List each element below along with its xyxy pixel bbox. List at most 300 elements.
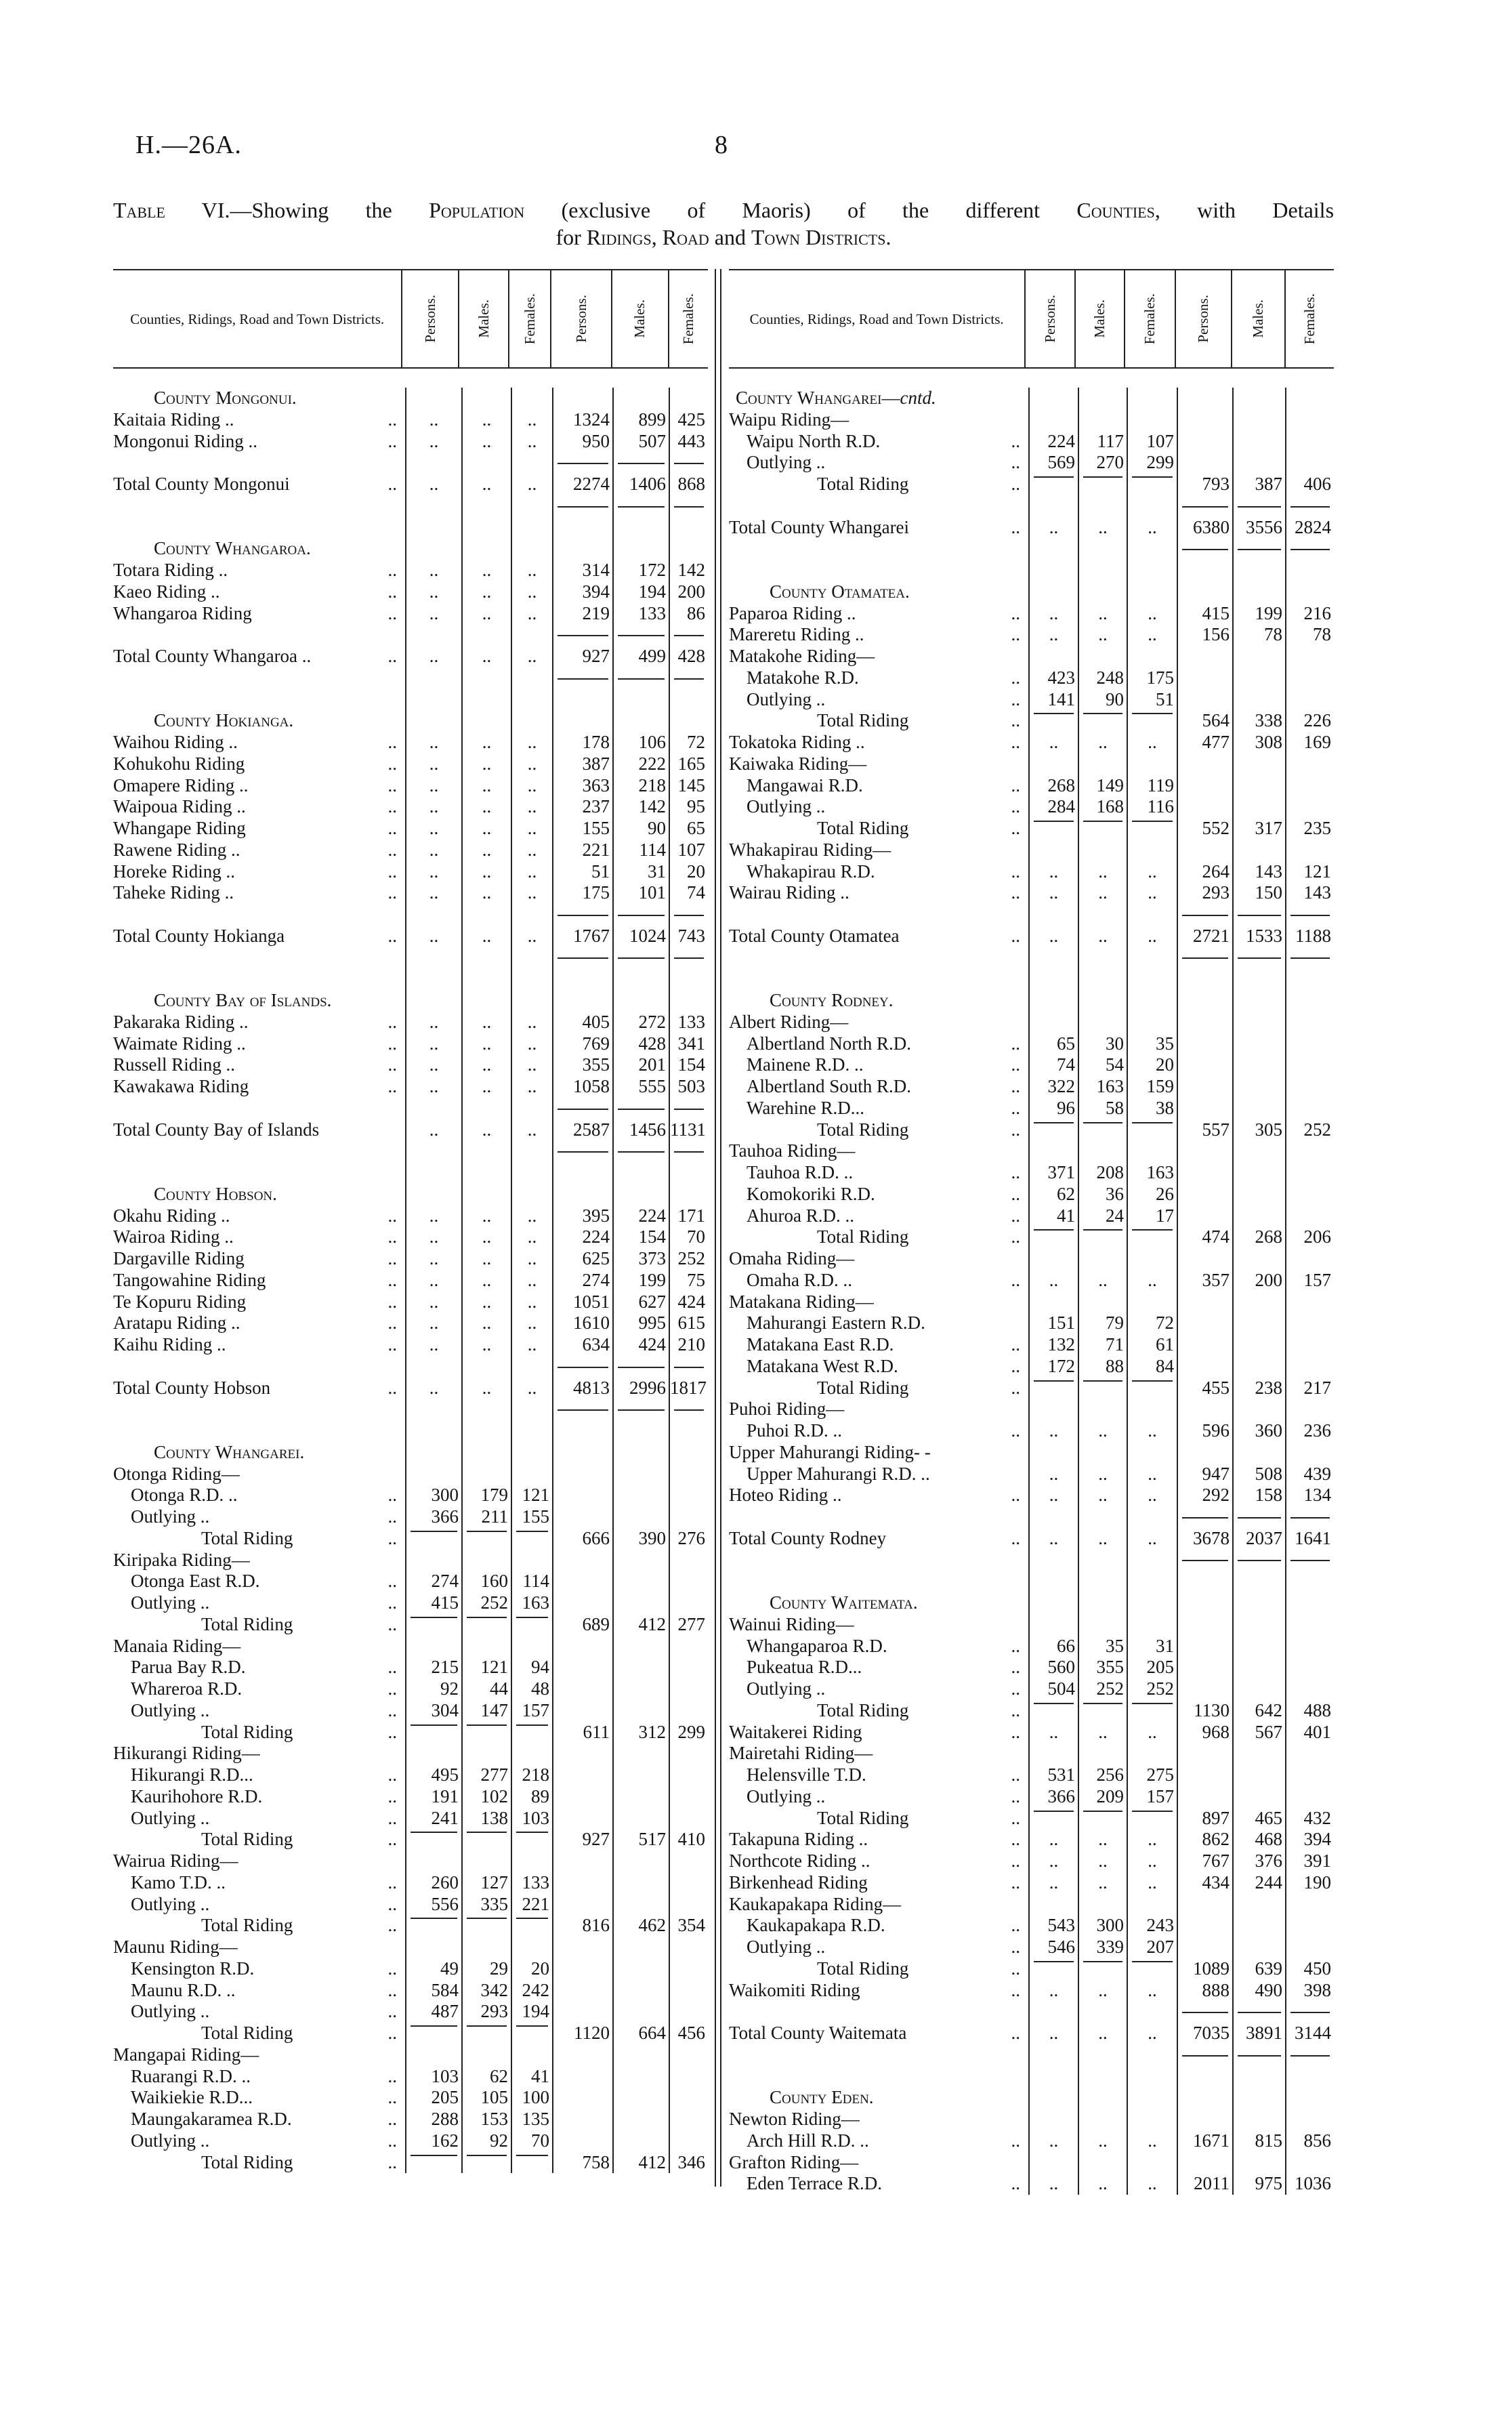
detail-males-cell: .. <box>461 1226 511 1248</box>
leader-dots: .. <box>387 2023 397 2043</box>
detail-males-cell: .. <box>461 796 511 818</box>
district-row <box>729 1270 1334 1292</box>
detail-females-cell: .. <box>511 1012 552 1033</box>
total-males-cell: 224 <box>612 1205 669 1227</box>
detail-persons-cell: 66 <box>1028 1636 1078 1657</box>
detail-persons-cell: 224 <box>1028 431 1078 453</box>
total-males-cell <box>1232 1098 1285 1119</box>
total-persons-cell <box>1177 1915 1232 1937</box>
detail-persons-cell <box>405 667 461 689</box>
total-males-cell: 244 <box>1232 1872 1285 1894</box>
row-label-cell <box>729 1205 1028 1227</box>
total-males-cell <box>1232 947 1285 969</box>
row-label-cell <box>113 1722 405 1743</box>
total-persons-cell <box>552 1851 612 1872</box>
total-persons-cell: 596 <box>1177 1420 1232 1442</box>
row-label-cell <box>113 1851 405 1872</box>
row-label-cell <box>729 1313 1028 1334</box>
district-row <box>729 667 1334 689</box>
total-males-cell <box>1232 1054 1285 1076</box>
detail-males-cell <box>461 1098 511 1119</box>
detail-females-cell: 175 <box>1127 667 1177 689</box>
detail-females-cell <box>1127 646 1177 667</box>
total-males-cell: 642 <box>1232 1700 1285 1722</box>
row-label-cell <box>729 667 1028 689</box>
total-females-cell <box>669 1420 708 1442</box>
detail-females-cell <box>1127 2001 1177 2023</box>
total-persons-cell <box>1177 2066 1232 2088</box>
population-table-left <box>113 269 708 2173</box>
district-row <box>113 1958 708 1980</box>
row-label-cell <box>729 796 1028 818</box>
row-label-cell <box>729 861 1028 883</box>
total-males-cell: 1456 <box>612 1119 669 1141</box>
detail-females-cell: 103 <box>511 1808 552 1830</box>
row-label-cell <box>113 2023 405 2044</box>
detail-females-cell <box>511 495 552 517</box>
detail-females-cell <box>511 1356 552 1378</box>
row-label: Dargaville Riding <box>113 1248 245 1268</box>
row-label: Ahuroa R.D. .. <box>747 1205 854 1226</box>
detail-persons-cell <box>1028 1894 1078 1916</box>
total-persons-cell: 1324 <box>552 409 612 431</box>
detail-females-cell: 41 <box>511 2066 552 2088</box>
leader-dots: .. <box>387 753 397 774</box>
total-females-cell <box>1285 1033 1334 1055</box>
total-persons-cell: 1610 <box>552 1313 612 1334</box>
detail-males-cell: .. <box>461 1054 511 1076</box>
table-header <box>113 270 708 369</box>
detail-females-cell <box>1127 1614 1177 1636</box>
row-label: Horeke Riding .. <box>113 861 235 882</box>
total-males-cell <box>1232 1937 1285 1958</box>
total-males-cell <box>1232 1550 1285 1571</box>
detail-persons-cell: 495 <box>405 1764 461 1786</box>
detail-females-cell <box>511 710 552 732</box>
row-label: Pakaraka Riding .. <box>113 1011 249 1032</box>
detail-males-cell <box>1078 2044 1127 2066</box>
total-persons-cell <box>552 1356 612 1378</box>
leader-dots: .. <box>387 1248 397 1268</box>
total-males-cell: 412 <box>612 1614 669 1636</box>
leader-dots: .. <box>1011 1764 1020 1785</box>
total-females-cell <box>1285 689 1334 711</box>
total-males-cell <box>612 1485 669 1506</box>
detail-males-cell: 209 <box>1078 1786 1127 1808</box>
total-persons-cell: 888 <box>1177 1980 1232 2002</box>
total-females-cell <box>669 710 708 732</box>
total-females-cell: 615 <box>669 1313 708 1334</box>
total-persons-cell <box>552 1420 612 1442</box>
column-header-females <box>1124 270 1175 367</box>
total-females-cell: 95 <box>669 796 708 818</box>
total-males-cell: 317 <box>1232 818 1285 840</box>
total-persons-cell <box>1177 2087 1232 2109</box>
total-persons-cell <box>1177 1894 1232 1916</box>
row-label-cell <box>113 1894 405 1916</box>
riding-row <box>729 1140 1334 1162</box>
detail-males-cell: 24 <box>1078 1205 1127 1227</box>
total-females-cell <box>1285 1592 1334 1614</box>
detail-males-cell <box>461 1356 511 1378</box>
row-label-cell <box>113 538 405 560</box>
leader-dots: .. <box>1011 474 1020 494</box>
row-label: Total Riding <box>201 1721 293 1742</box>
detail-persons-cell <box>1028 1012 1078 1033</box>
total-persons-cell: 1089 <box>1177 1958 1232 1980</box>
blank-row <box>729 560 1334 581</box>
leader-dots: .. <box>1011 1527 1020 1548</box>
rule-row <box>729 904 1334 926</box>
row-label: Total Riding <box>201 2151 293 2172</box>
row-label-cell <box>729 1012 1028 1033</box>
detail-persons-cell: .. <box>405 1226 461 1248</box>
detail-males-cell <box>461 1464 511 1485</box>
row-label: Matakana West R.D. <box>747 1355 898 1376</box>
total-persons-cell <box>1177 1786 1232 1808</box>
row-label: Matakohe Riding— <box>729 646 875 666</box>
title-segment: Counties <box>1076 198 1155 222</box>
detail-females-cell: 89 <box>511 1786 552 1808</box>
total-persons-cell <box>1177 1937 1232 1958</box>
row-label: Otonga Riding— <box>113 1463 240 1484</box>
row-label-cell <box>729 1140 1028 1162</box>
detail-males-cell <box>1078 1808 1127 1830</box>
detail-persons-cell <box>1028 1700 1078 1722</box>
row-label: Wairau Riding .. <box>729 882 849 903</box>
riding-row <box>729 1872 1334 1894</box>
total-riding-row <box>729 474 1334 495</box>
detail-males-cell: 300 <box>1078 1915 1127 1937</box>
row-label: County Mongonui. <box>154 388 297 408</box>
row-label: Kiripaka Riding— <box>113 1549 250 1570</box>
total-females-cell <box>1285 1313 1334 1334</box>
total-males-cell <box>1232 1442 1285 1464</box>
detail-persons-cell <box>405 1140 461 1162</box>
detail-females-cell: .. <box>511 1119 552 1141</box>
detail-females-cell <box>1127 1506 1177 1528</box>
detail-females-cell: .. <box>511 431 552 453</box>
row-label: Maungakaramea R.D. <box>131 2109 292 2129</box>
leader-dots: .. <box>1011 1721 1020 1742</box>
row-label-cell <box>729 452 1028 474</box>
detail-persons-cell: .. <box>405 646 461 667</box>
detail-persons-cell <box>1028 560 1078 581</box>
detail-males-cell <box>461 2044 511 2066</box>
detail-females-cell <box>511 2044 552 2066</box>
total-females-cell: 169 <box>1285 732 1334 753</box>
detail-persons-cell: .. <box>1028 1270 1078 1292</box>
double-column-divider <box>715 269 721 2187</box>
total-females-cell: 20 <box>669 861 708 883</box>
total-females-cell: 226 <box>1285 710 1334 732</box>
row-label: Total County Whangarei <box>729 516 910 537</box>
total-males-cell: 499 <box>612 646 669 667</box>
total-persons-cell: 769 <box>552 1033 612 1055</box>
rule-row <box>113 495 708 517</box>
total-males-cell <box>1232 1743 1285 1764</box>
total-persons-cell <box>1177 560 1232 581</box>
total-females-cell: 868 <box>669 474 708 495</box>
total-persons-cell <box>552 2066 612 2088</box>
detail-persons-cell: 96 <box>1028 1098 1078 1119</box>
total-persons-cell <box>552 2109 612 2130</box>
row-label-cell <box>113 796 405 818</box>
title-segment: Town Districts <box>751 225 886 249</box>
district-row <box>729 861 1334 883</box>
detail-females-cell: .. <box>511 646 552 667</box>
detail-males-cell: 342 <box>461 1980 511 2002</box>
riding-row <box>113 1851 708 1872</box>
total-females-cell <box>669 1851 708 1872</box>
leader-dots: .. <box>1011 1033 1020 1054</box>
rule-row <box>729 1506 1334 1528</box>
total-females-cell <box>669 1894 708 1916</box>
district-row <box>729 1162 1334 1184</box>
total-females-cell <box>1285 1786 1334 1808</box>
detail-persons-cell <box>405 1399 461 1420</box>
row-label: County Eden. <box>770 2087 874 2108</box>
detail-persons-cell: 322 <box>1028 1076 1078 1098</box>
detail-males-cell: .. <box>461 1378 511 1399</box>
total-persons-cell <box>552 1550 612 1571</box>
detail-males-cell: .. <box>1078 1980 1127 2002</box>
detail-females-cell: .. <box>511 796 552 818</box>
row-label: Outlying .. <box>131 2001 210 2022</box>
total-males-cell <box>1232 1076 1285 1098</box>
detail-males-cell <box>461 1829 511 1851</box>
detail-females-cell: .. <box>1127 1420 1177 1442</box>
detail-males-cell <box>461 495 511 517</box>
detail-females-cell: 119 <box>1127 775 1177 797</box>
detail-persons-cell: 260 <box>405 1872 461 1894</box>
detail-females-cell <box>1127 1226 1177 1248</box>
total-females-cell: 488 <box>1285 1700 1334 1722</box>
detail-persons-cell: .. <box>1028 1980 1078 2002</box>
detail-males-cell: 335 <box>461 1894 511 1916</box>
detail-males-cell: 355 <box>1078 1657 1127 1678</box>
detail-males-cell <box>1078 1700 1127 1722</box>
total-males-cell: 305 <box>1232 1119 1285 1141</box>
total-females-cell: 2824 <box>1285 517 1334 539</box>
riding-row <box>729 882 1334 904</box>
leader-dots: .. <box>1011 1635 1020 1656</box>
detail-females-cell <box>1127 1012 1177 1033</box>
total-females-cell <box>1285 1205 1334 1227</box>
total-persons-cell <box>552 1657 612 1678</box>
leader-dots: .. <box>387 409 397 430</box>
detail-males-cell: 252 <box>461 1592 511 1614</box>
leader-dots: .. <box>1011 1785 1020 1806</box>
detail-males-cell: .. <box>1078 1722 1127 1743</box>
leader-dots: .. <box>1011 1420 1020 1441</box>
detail-males-cell: 127 <box>461 1872 511 1894</box>
row-label-cell <box>729 1528 1028 1550</box>
riding-row <box>729 732 1334 753</box>
total-persons-cell <box>552 968 612 990</box>
total-males-cell: 268 <box>1232 1226 1285 1248</box>
detail-males-cell <box>1078 2087 1127 2109</box>
total-males-cell: 639 <box>1232 1958 1285 1980</box>
riding-row <box>729 1894 1334 1916</box>
row-label: Albert Riding— <box>729 1011 849 1032</box>
detail-persons-cell <box>1028 495 1078 517</box>
riding-row <box>729 646 1334 667</box>
rule-row <box>729 538 1334 560</box>
row-label-cell <box>729 775 1028 797</box>
detail-females-cell: 275 <box>1127 1764 1177 1786</box>
detail-persons-cell <box>1028 388 1078 409</box>
row-label: Wainui Riding— <box>729 1613 854 1634</box>
detail-females-cell <box>1127 1743 1177 1764</box>
detail-males-cell <box>1078 474 1127 495</box>
total-persons-cell <box>552 1678 612 1700</box>
riding-row <box>113 1292 708 1313</box>
row-label-cell <box>729 1700 1028 1722</box>
total-persons-cell <box>552 1980 612 2002</box>
total-females-cell: 70 <box>669 1226 708 1248</box>
row-label-cell <box>113 624 405 646</box>
detail-persons-cell <box>1028 1958 1078 1980</box>
detail-females-cell: 38 <box>1127 1098 1177 1119</box>
row-label-cell <box>729 1851 1028 1872</box>
detail-females-cell <box>511 947 552 969</box>
riding-row <box>113 1743 708 1764</box>
total-riding-row <box>729 710 1334 732</box>
total-males-cell <box>612 2109 669 2130</box>
detail-females-cell: 205 <box>1127 1657 1177 1678</box>
row-label: Kamo T.D. .. <box>131 1872 226 1893</box>
total-persons-cell: 355 <box>552 1054 612 1076</box>
detail-persons-cell: .. <box>405 1313 461 1334</box>
district-row <box>729 1657 1334 1678</box>
detail-males-cell: 44 <box>461 1678 511 1700</box>
total-males-cell: 1533 <box>1232 926 1285 947</box>
detail-males-cell: .. <box>1078 2023 1127 2044</box>
total-males-cell: 142 <box>612 796 669 818</box>
detail-males-cell <box>1078 947 1127 969</box>
row-label: Birkenhead Riding <box>729 1872 868 1893</box>
total-females-cell: 86 <box>669 603 708 625</box>
total-males-cell <box>612 2087 669 2109</box>
row-label: Maunu Riding— <box>113 1937 238 1957</box>
county-total-row <box>113 1378 708 1399</box>
detail-females-cell <box>511 1550 552 1571</box>
total-males-cell <box>612 1808 669 1830</box>
total-females-cell <box>669 452 708 474</box>
detail-persons-cell <box>405 624 461 646</box>
total-females-cell <box>1285 1012 1334 1033</box>
total-persons-cell: 611 <box>552 1722 612 1743</box>
detail-persons-cell: .. <box>405 1378 461 1399</box>
rule-row <box>113 452 708 474</box>
riding-row <box>113 1464 708 1485</box>
leader-dots: .. <box>1011 1269 1020 1290</box>
detail-males-cell: .. <box>461 775 511 797</box>
leader-dots: .. <box>387 2087 397 2108</box>
total-persons-cell: 363 <box>552 775 612 797</box>
row-label-cell <box>113 1829 405 1851</box>
row-label-cell <box>113 1571 405 1592</box>
column-header-text: Males. <box>1091 299 1108 338</box>
riding-row <box>113 1313 708 1334</box>
detail-males-cell <box>461 452 511 474</box>
detail-females-cell <box>511 1140 552 1162</box>
row-label-cell <box>113 1248 405 1270</box>
riding-row <box>113 431 708 453</box>
total-males-cell <box>612 1958 669 1980</box>
detail-persons-cell <box>405 1442 461 1464</box>
riding-row <box>729 603 1334 625</box>
riding-row <box>729 840 1334 861</box>
total-males-cell: 899 <box>612 409 669 431</box>
total-persons-cell <box>1177 646 1232 667</box>
row-label-cell <box>729 2023 1028 2044</box>
total-females-cell <box>669 1786 708 1808</box>
total-males-cell: 975 <box>1232 2173 1285 2195</box>
riding-row <box>113 732 708 753</box>
riding-row <box>113 753 708 775</box>
district-row <box>729 1937 1334 1958</box>
county-heading <box>729 2087 1334 2109</box>
leader-dots: .. <box>387 774 397 796</box>
detail-females-cell <box>511 1184 552 1205</box>
row-label-cell <box>729 1980 1028 2002</box>
detail-persons-cell <box>405 1528 461 1550</box>
riding-row <box>113 409 708 431</box>
row-label: Outlying .. <box>131 1592 210 1613</box>
riding-row <box>113 1054 708 1076</box>
leader-dots: .. <box>387 1613 397 1634</box>
total-males-cell <box>1232 1636 1285 1657</box>
row-label: Upper Mahurangi R.D. .. <box>747 1463 930 1484</box>
detail-females-cell: .. <box>511 1248 552 1270</box>
detail-females-cell: 100 <box>511 2087 552 2109</box>
detail-persons-cell: 141 <box>1028 689 1078 711</box>
total-males-cell: 815 <box>1232 2130 1285 2152</box>
total-persons-cell <box>1177 1743 1232 1764</box>
total-females-cell <box>1285 947 1334 969</box>
detail-males-cell <box>1078 1571 1127 1592</box>
total-persons-cell: 1120 <box>552 2023 612 2044</box>
detail-males-cell <box>1078 904 1127 926</box>
total-females-cell <box>1285 1614 1334 1636</box>
detail-males-cell <box>1078 1119 1127 1141</box>
row-label-cell <box>113 689 405 711</box>
detail-females-cell: .. <box>1127 732 1177 753</box>
row-label: Kaukapakapa Riding— <box>729 1893 902 1914</box>
detail-females-cell: 31 <box>1127 1636 1177 1657</box>
detail-persons-cell: .. <box>405 775 461 797</box>
total-persons-cell <box>1177 2109 1232 2130</box>
total-females-cell <box>1285 2044 1334 2066</box>
detail-persons-cell <box>405 1356 461 1378</box>
row-label-cell <box>729 732 1028 753</box>
detail-persons-cell: 205 <box>405 2087 461 2109</box>
district-row <box>729 1420 1334 1442</box>
row-label: County Otamatea. <box>770 581 910 602</box>
leader-dots: .. <box>387 1506 397 1527</box>
row-label-cell <box>113 861 405 883</box>
leader-dots: .. <box>1011 1657 1020 1678</box>
district-row <box>113 2109 708 2130</box>
rule-row <box>729 2001 1334 2023</box>
row-label-cell <box>113 1399 405 1420</box>
detail-females-cell: .. <box>511 818 552 840</box>
detail-persons-cell: .. <box>1028 926 1078 947</box>
total-persons-cell: 178 <box>552 732 612 753</box>
leader-dots: .. <box>1011 1377 1020 1398</box>
